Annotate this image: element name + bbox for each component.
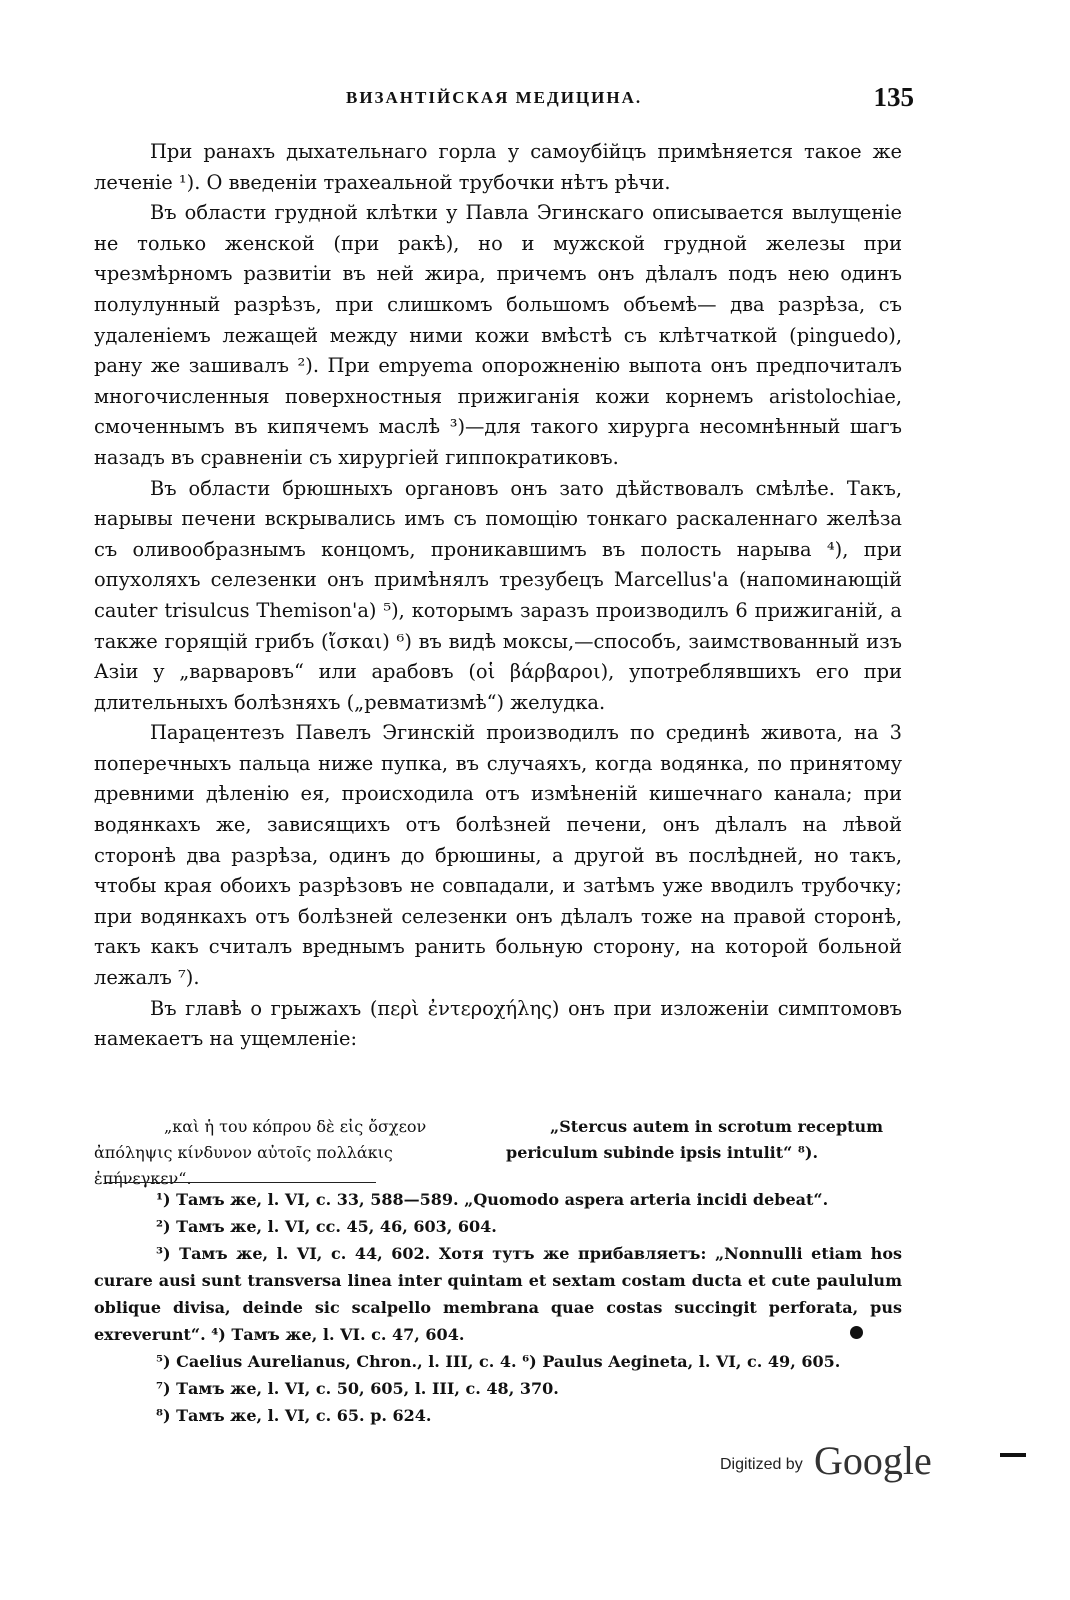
quotation-block xyxy=(94,1114,902,1188)
digitized-by-google-watermark xyxy=(720,1432,950,1484)
paragraph-tracheal: При ранахъ дыхательнаго горла у самоубійцъ примѣняется такое же леченіе ¹). О введеніи трахеальной трубочки нѣтъ рѣчи. xyxy=(94,140,902,194)
footnote-7: ⁷) Тамъ же, l. VI, c. 50, 605, l. III, c. 48, 370. xyxy=(156,1379,559,1398)
greek-quotation: „καὶ ἡ του κόπρου δὲ εἰς ὄσχεον ἀπόληψις κίνδυνον αὐτοῖς πολλάκις ἐπήνεγκεν“. xyxy=(94,1117,427,1188)
latin-quotation: „Stercus autem in scrotum receptum periculum subinde ipsis intulit“ ⁸). xyxy=(506,1117,884,1162)
margin-dash xyxy=(1000,1453,1026,1457)
footnote-separator xyxy=(106,1182,376,1183)
paragraph-hernia: Въ главѣ о грыжахъ (περὶ ἐντεροχήλης) онъ при изложеніи симптомовъ намекаетъ на ущемленіе: xyxy=(94,996,902,1051)
footnote-2: ²) Тамъ же, l. VI, cc. 45, 46, 603, 604. xyxy=(156,1217,497,1236)
digitized-label: Digitized by xyxy=(720,1456,803,1473)
running-title: ВИЗАНТІЙСКАЯ МЕДИЦИНА. xyxy=(346,88,643,107)
footnote-3-4: ³) Тамъ же, l. VI, c. 44, 602. Хотя тутъ же прибавляетъ: „Nonnulli etiam hos curare ausi sunt transversa linea inter quintam et sextam costam ducta et cute paululum oblique divisa, deinde sic scalpello membrana quae costas succingit perforata, pus exreverunt“. ⁴) Тамъ же, l. VI. c. 47, 604. xyxy=(94,1244,902,1344)
paragraph-paracentesis: Парацентезъ Павелъ Эгинскій производилъ по срединѣ живота, на 3 поперечныхъ пальца ниже пупка, въ случаяхъ, когда водянка, по принятому древними дѣленію ея, происходила отъ измѣненій кишечнаго канала; при водянкахъ же, зависящихъ отъ болѣзней печени, онъ дѣлалъ на лѣвой сторонѣ два разрѣза, одинъ до брюшины, а другой въ послѣдней, но такъ, чтобы края обоихъ разрѣзовъ не совпадали, и затѣмъ уже вводилъ трубочку; при водянкахъ отъ болѣзней селезенки онъ дѣлалъ тоже на правой сторонѣ, такъ какъ считалъ вреднымъ ранить больную сторону, на которой больной лежалъ ⁷). xyxy=(94,721,902,990)
footnote-1: ¹) Тамъ же, l. VI, c. 33, 588—589. „Quomodo aspera arteria incidi debeat“. xyxy=(156,1190,829,1209)
page-header xyxy=(94,84,914,114)
body-text xyxy=(94,137,902,1055)
footnote-8: ⁸) Тамъ же, l. VI, c. 65. p. 624. xyxy=(156,1406,432,1425)
page-number: 135 xyxy=(873,82,914,112)
paragraph-abdomen: Въ области брюшныхъ органовъ онъ зато дѣйствовалъ смѣлѣе. Такъ, нарывы печени вскрывались имъ съ помощію тонкаго раскаленнаго желѣза съ оливообразнымъ концомъ, проникавшимъ въ полость нарыва ⁴), при опухоляхъ селезенки онъ примѣнялъ трезубецъ Marcellus'а (напоминающій cauter trisulcus Themison'а) ⁵), которымъ заразъ производилъ 6 прижиганій, а также горящій грибъ (ἴσκαι) ⁶) въ видѣ моксы,—способъ, заимствованный изъ Азіи у „варваровъ“ или арабовъ (οἱ βάρβαροι), употреблявшихъ его при длительныхъ болѣзняхъ („ревматизмѣ“) желудка. xyxy=(94,476,902,714)
footnote-5-6: ⁵) Caelius Aurelianus, Chron., l. III, c. 4. ⁶) Paulus Aegineta, l. VI, c. 49, 605. xyxy=(156,1352,841,1371)
paragraph-chest: Въ области грудной клѣтки у Павла Эгинскаго описывается вылущеніе не только женской (при ракѣ), но и мужской грудной железы при чрезмѣрномъ развитіи въ ней жира, причемъ онъ дѣлалъ подъ нею одинъ полулунный разрѣзъ, при слишкомъ большомъ объемѣ— два разрѣза, съ удаленіемъ лежащей между ними кожи вмѣстѣ съ клѣтчаткой (pinguedo), рану же зашивалъ ²). При empyema опорожненію выпота онъ предпочиталъ многочисленныя поверхностныя прижиганія кожи корнемъ aristolochiae, смоченнымъ въ кипячемъ маслѣ ³)—для такого хирурга несомнѣнный шагъ назадъ въ сравненіи съ хирургіей гиппократиковъ. xyxy=(94,201,902,469)
ink-dot xyxy=(850,1326,863,1339)
footnotes xyxy=(94,1186,902,1429)
google-logo: Google xyxy=(814,1438,932,1483)
